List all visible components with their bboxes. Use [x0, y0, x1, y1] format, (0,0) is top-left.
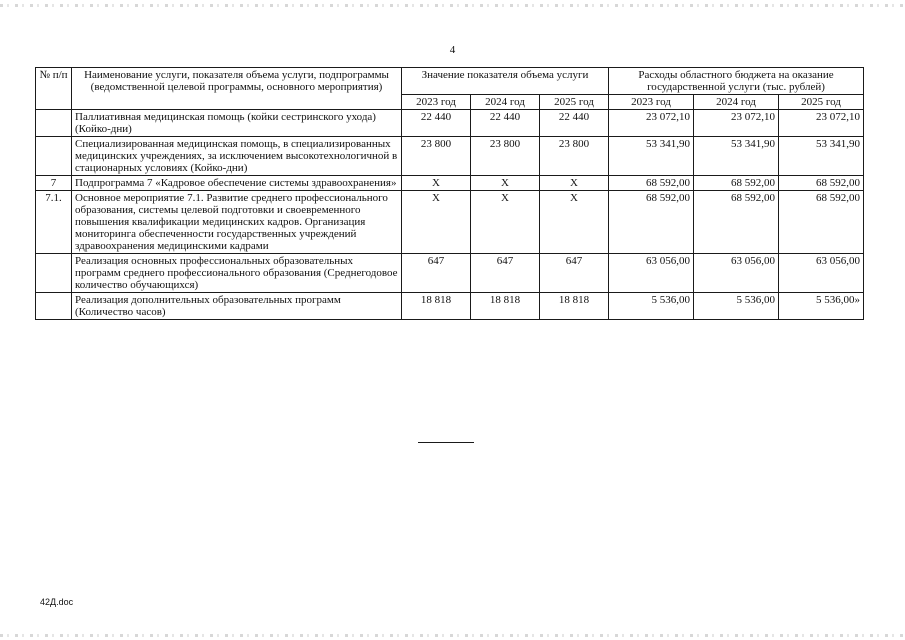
- expense-2025: 53 341,90: [779, 137, 864, 176]
- row-name: Реализация основных профессиональных образовательных программ среднего профессионального образования (Среднегодовое количество обучающихся): [72, 254, 402, 293]
- volume-2024: 23 800: [471, 137, 540, 176]
- header-year-vol-2024: 2024 год: [471, 95, 540, 110]
- volume-2025: 647: [540, 254, 609, 293]
- page-number: 4: [449, 44, 456, 56]
- expense-2024: 5 536,00: [694, 293, 779, 320]
- row-number: [36, 110, 72, 137]
- volume-2023: 18 818: [402, 293, 471, 320]
- expense-2025: 23 072,10: [779, 110, 864, 137]
- volume-2024: 18 818: [471, 293, 540, 320]
- volume-2025: Х: [540, 191, 609, 254]
- expense-2023: 63 056,00: [609, 254, 694, 293]
- row-number: [36, 137, 72, 176]
- header-expense-group: Расходы областного бюджета на оказание государственной услуги (тыс. рублей): [609, 68, 864, 95]
- volume-2023: Х: [402, 176, 471, 191]
- row-number: 7: [36, 176, 72, 191]
- expense-2024: 68 592,00: [694, 191, 779, 254]
- expense-2025: 5 536,00»: [779, 293, 864, 320]
- expense-2024: 68 592,00: [694, 176, 779, 191]
- budget-table: [35, 67, 864, 320]
- table-row: [36, 137, 864, 176]
- volume-2024: Х: [471, 191, 540, 254]
- expense-2025: 68 592,00: [779, 176, 864, 191]
- end-of-table-divider: [418, 442, 474, 443]
- volume-2023: 647: [402, 254, 471, 293]
- row-name: Основное мероприятие 7.1. Развитие среднего профессионального образования, системы целевой подготовки и своевременного повышения квалификации медицинских кадров. Организация мониторинга обеспеченности государственных учреждений здравоохранения медицинскими кадрами: [72, 191, 402, 254]
- row-number: [36, 293, 72, 320]
- expense-2023: 68 592,00: [609, 176, 694, 191]
- document-file-name: 42Д.doc: [40, 597, 74, 607]
- header-year-exp-2025: 2025 год: [779, 95, 864, 110]
- table-row: [36, 254, 864, 293]
- header-num: № п/п: [36, 68, 72, 110]
- header-year-vol-2025: 2025 год: [540, 95, 609, 110]
- header-row-group: [36, 68, 864, 95]
- table-row: [36, 191, 864, 254]
- header-year-exp-2023: 2023 год: [609, 95, 694, 110]
- header-year-vol-2023: 2023 год: [402, 95, 471, 110]
- expense-2024: 63 056,00: [694, 254, 779, 293]
- table-row: [36, 110, 864, 137]
- expense-2023: 68 592,00: [609, 191, 694, 254]
- volume-2025: 23 800: [540, 137, 609, 176]
- table-row: [36, 176, 864, 191]
- table-row: [36, 293, 864, 320]
- volume-2025: 22 440: [540, 110, 609, 137]
- volume-2024: 22 440: [471, 110, 540, 137]
- header-name: Наименование услуги, показателя объема услуги, подпрограммы (ведомственной целевой программы, основного мероприятия): [72, 68, 402, 110]
- expense-2024: 53 341,90: [694, 137, 779, 176]
- scan-edge-bottom: [0, 634, 905, 637]
- row-name: Паллиативная медицинская помощь (койки сестринского ухода) (Койко-дни): [72, 110, 402, 137]
- volume-2023: 22 440: [402, 110, 471, 137]
- volume-2025: 18 818: [540, 293, 609, 320]
- header-year-exp-2024: 2024 год: [694, 95, 779, 110]
- expense-2023: 53 341,90: [609, 137, 694, 176]
- expense-2023: 23 072,10: [609, 110, 694, 137]
- row-name: Реализация дополнительных образовательных программ (Количество часов): [72, 293, 402, 320]
- expense-2023: 5 536,00: [609, 293, 694, 320]
- volume-2023: Х: [402, 191, 471, 254]
- expense-2025: 68 592,00: [779, 191, 864, 254]
- header-volume-group: Значение показателя объема услуги: [402, 68, 609, 95]
- volume-2023: 23 800: [402, 137, 471, 176]
- expense-2024: 23 072,10: [694, 110, 779, 137]
- row-number: [36, 254, 72, 293]
- row-name: Специализированная медицинская помощь, в специализированных медицинских учреждениях, за исключением высокотехнологичной в стационарных условиях (Койко-дни): [72, 137, 402, 176]
- row-name: Подпрограмма 7 «Кадровое обеспечение системы здравоохранения»: [72, 176, 402, 191]
- volume-2024: 647: [471, 254, 540, 293]
- volume-2025: Х: [540, 176, 609, 191]
- volume-2024: Х: [471, 176, 540, 191]
- expense-2025: 63 056,00: [779, 254, 864, 293]
- scan-edge-top: [0, 4, 905, 7]
- row-number: 7.1.: [36, 191, 72, 254]
